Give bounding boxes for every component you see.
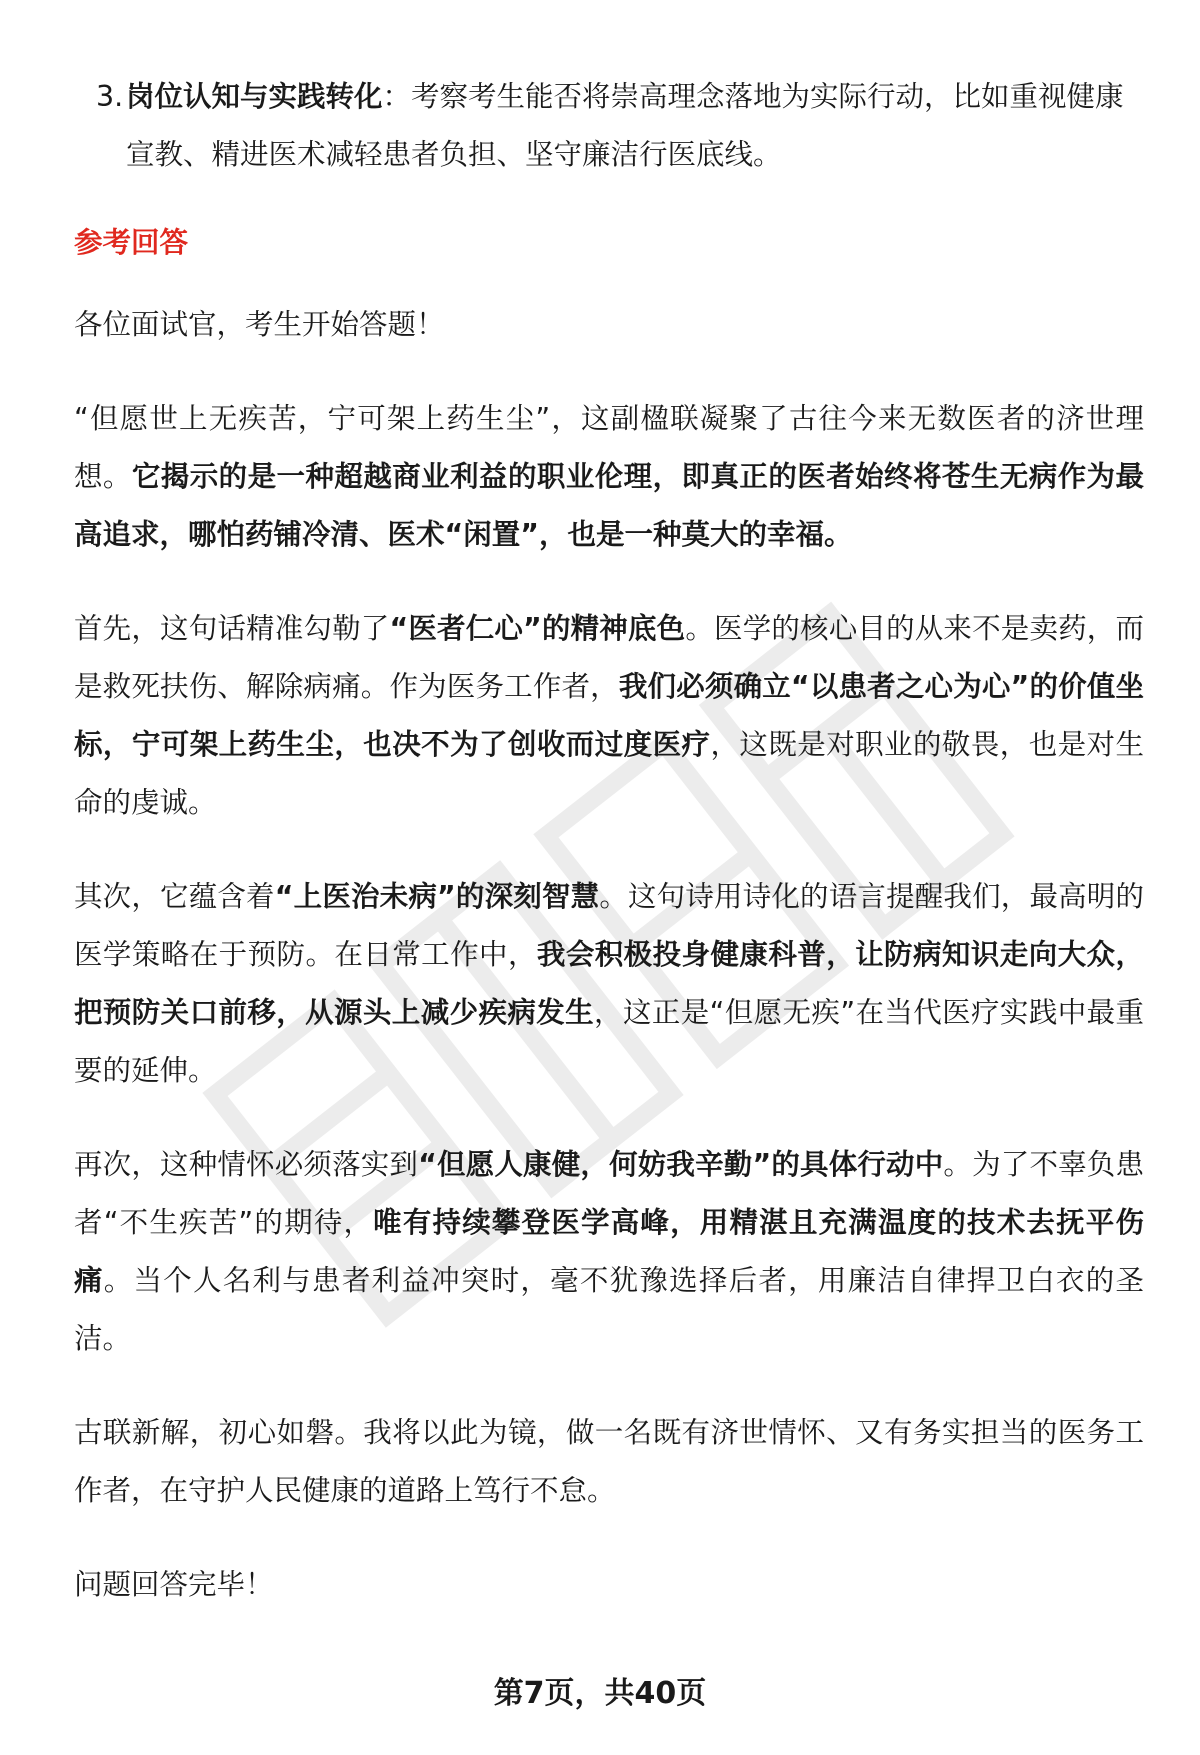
answer-paragraphs [74, 390, 1144, 1520]
list-item-text: ：考察考生能否将崇高理念落地为实际行动，比如重视健康宣教、精进医术减轻患者负担、坚守廉洁行医底线。 [126, 80, 1124, 171]
bold-text: 我们必须确立“以患者之心为心”的价值坐标，宁可架上药生尘，也决不为了创收而过度医疗 [74, 670, 1144, 761]
list-item-3 [74, 68, 1144, 184]
body-text: ，这既是对职业的敬畏，也是对生命的虔诚。 [74, 728, 1144, 819]
list-item-title: 岗位认知与实践转化 [126, 80, 383, 113]
closing-line: 问题回答完毕！ [74, 1568, 274, 1601]
body-paragraph [74, 1136, 1144, 1368]
bold-text: 唯有持续攀登医学高峰，用精湛且充满温度的技术去抚平伤痛 [74, 1206, 1144, 1297]
bold-text: “但愿人康健，何妨我辛勤”的具体行动中 [418, 1148, 944, 1181]
document-page [74, 68, 1144, 1650]
bold-text: “医者仁心”的精神底色 [389, 612, 686, 645]
body-paragraph [74, 600, 1144, 832]
body-text: 。当个人名利与患者利益冲突时，毫不犹豫选择后者，用廉洁自律捍卫白衣的圣洁。 [74, 1264, 1144, 1355]
bold-text: “上医治未病”的深刻智慧 [274, 880, 600, 913]
page-footer: 第7页，共40页 [493, 1676, 707, 1711]
body-text: 。这句诗用诗化的语言提醒我们，最高明的医学策略在于预防。在日常工作中， [74, 880, 1144, 971]
body-text: 。医学的核心目的从来不是卖药，而是救死扶伤、解除病痛。作为医务工作者， [74, 612, 1144, 703]
list-item-number: 3. [96, 80, 124, 113]
body-text: “但愿世上无疾苦，宁可架上药生尘”，这副楹联凝聚了古往今来无数医者的济世理想。 [74, 402, 1144, 493]
opening-line: 各位面试官，考生开始答题！ [74, 308, 445, 341]
body-text: 。为了不辜负患者“不生疾苦”的期待， [74, 1148, 1144, 1239]
bold-text: 它揭示的是一种超越商业利益的职业伦理，即真正的医者始终将苍生无病作为最高追求，哪怕药铺冷清、医术“闲置”，也是一种莫大的幸福。 [74, 460, 1144, 551]
body-text: 首先，这句话精准勾勒了 [74, 612, 390, 645]
section-heading: 参考回答 [74, 226, 189, 259]
body-text: 再次，这种情怀必须落实到 [74, 1148, 419, 1181]
body-paragraph [74, 390, 1144, 564]
body-paragraph [74, 1404, 1144, 1520]
list-item-body [126, 68, 1144, 184]
body-paragraph [74, 868, 1144, 1100]
bold-text: 我会积极投身健康科普，让防病知识走向大众，把预防关口前移，从源头上减少疾病发生 [74, 938, 1144, 1029]
body-text: ，这正是“但愿无疾”在当代医疗实践中最重要的延伸。 [74, 996, 1144, 1087]
body-text: 其次，它蕴含着 [74, 880, 275, 913]
body-text: 古联新解，初心如磐。我将以此为镜，做一名既有济世情怀、又有务实担当的医务工作者，在守护人民健康的道路上笃行不怠。 [74, 1416, 1144, 1507]
